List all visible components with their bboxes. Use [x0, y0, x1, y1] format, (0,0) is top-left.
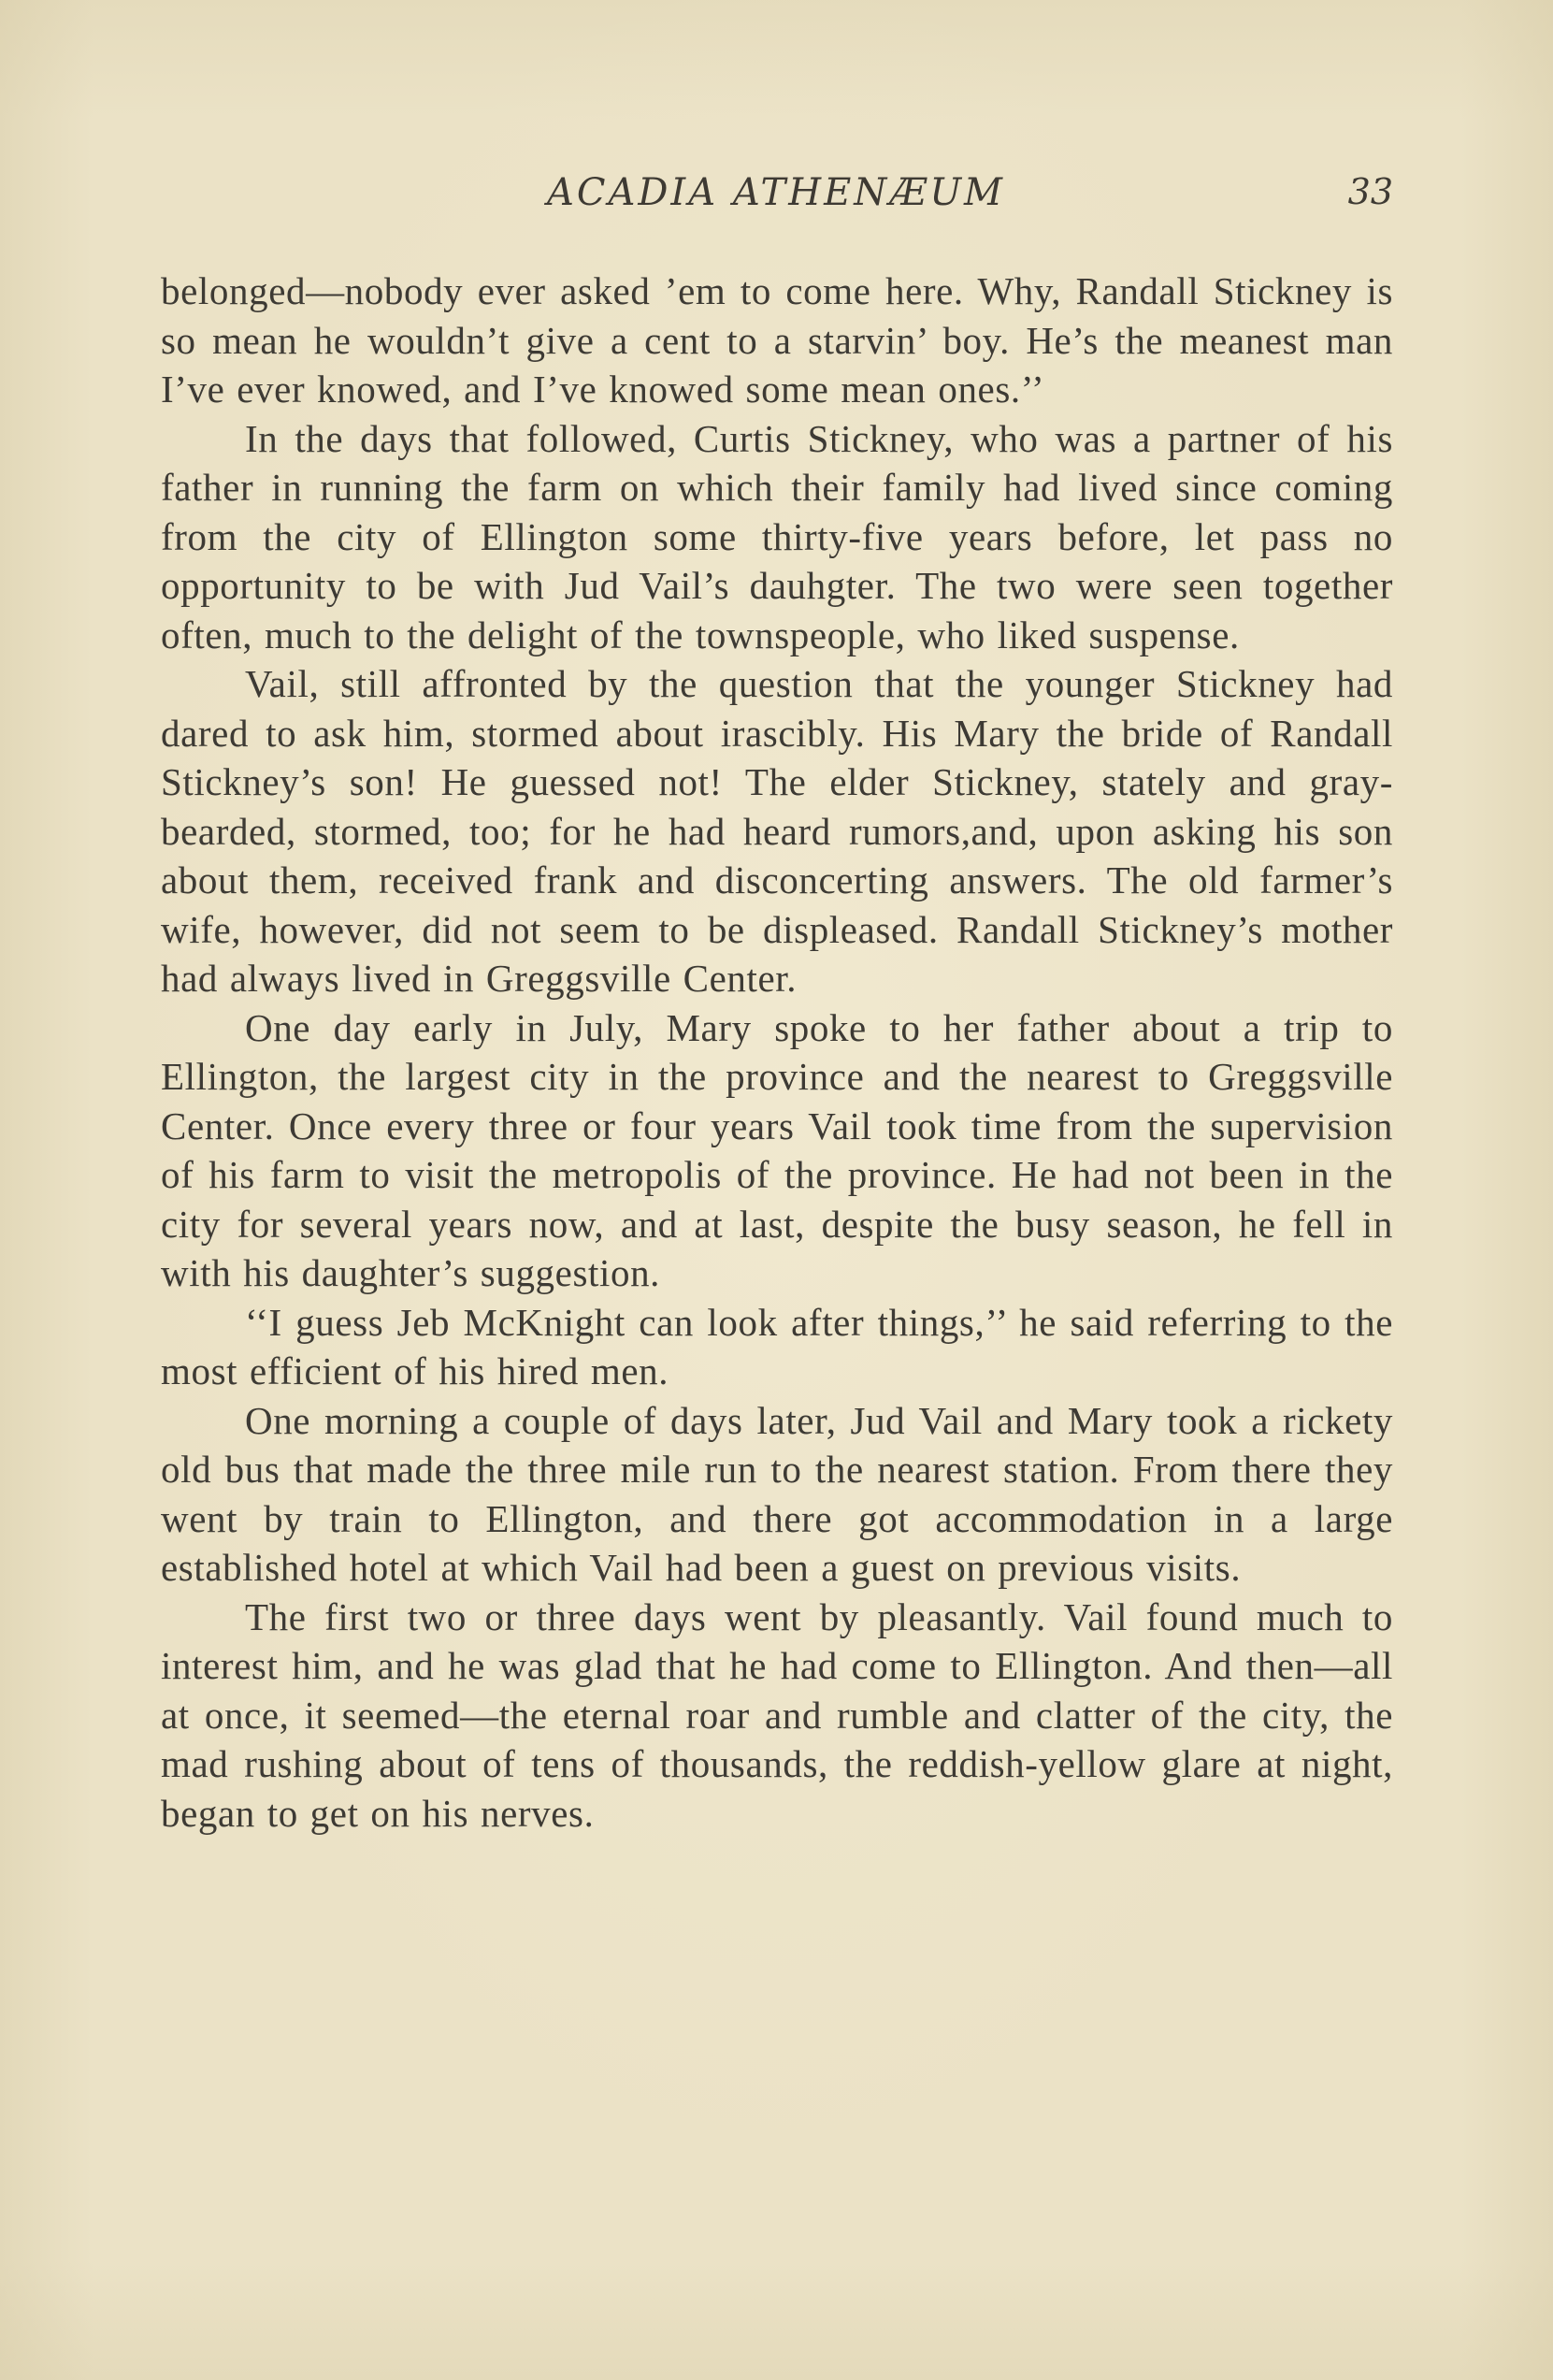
article-body — [161, 267, 1393, 1838]
paragraph: ‘‘I guess Jeb McKnight can look after things,’’ he said referring to the most efficient of his hired men. — [161, 1300, 1393, 1392]
paragraph-continued: belonged—nobody ever asked ’em to come here. Why, Randall Stickney is so mean he wouldn’t give a cent to a starvin’ boy. He’s the meanest man I’ve ever knowed, and I’ve knowed some mean ones.’’ — [161, 269, 1393, 411]
paragraph: Vail, still affronted by the question that the younger Stickney had dared to ask him, stormed about irascibly. His Mary the bride of Randall Stickney’s son! He guessed not! The elder Stickney, stately and gray-bearded, stormed, too; for he had heard rumors,and, upon asking his son about them, received frank and disconcerting answers. The old farmer’s wife, however, did not seem to be displeased. Randall Stickney’s mother had always lived in Greggsville Center. — [161, 662, 1393, 1000]
page-header — [159, 171, 1393, 227]
running-title: ACADIA ATHENÆUM — [546, 171, 1006, 214]
paragraph: In the days that followed, Curtis Stickney, who was a partner of his father in running the farm on which their family had lived since coming from the city of Ellington some thirty-five years before, let pass no opportunity to be with Jud Vail’s dauhgter. The two were seen together often, much to the delight of the townspeople, who liked suspense. — [161, 416, 1393, 656]
paragraph: One morning a couple of days later, Jud Vail and Mary took a rickety old bus that made the three mile run to the nearest station. From there they went by train to Ellington, and there got accommodation in a large established hotel at which Vail had been a guest on previous visits. — [161, 1398, 1393, 1589]
paragraph: The first two or three days went by pleasantly. Vail found much to interest him, and he was glad that he had come to Ellington. And then—all at once, it seemed—the eternal roar and rumble and clatter of the city, the mad rushing about of tens of thousands, the reddish-yellow glare at night, began to get on his nerves. — [161, 1594, 1393, 1835]
page-number: 33 — [1347, 171, 1393, 212]
paragraph: One day early in July, Mary spoke to her father about a trip to Ellington, the largest city in the province and the nearest to Greggsville Center. Once every three or four years Vail took time from the supervision of his farm to visit the metropolis of the province. He had not been in the city for several years now, and at last, despite the busy season, he fell in with his daughter’s suggestion. — [161, 1005, 1393, 1294]
